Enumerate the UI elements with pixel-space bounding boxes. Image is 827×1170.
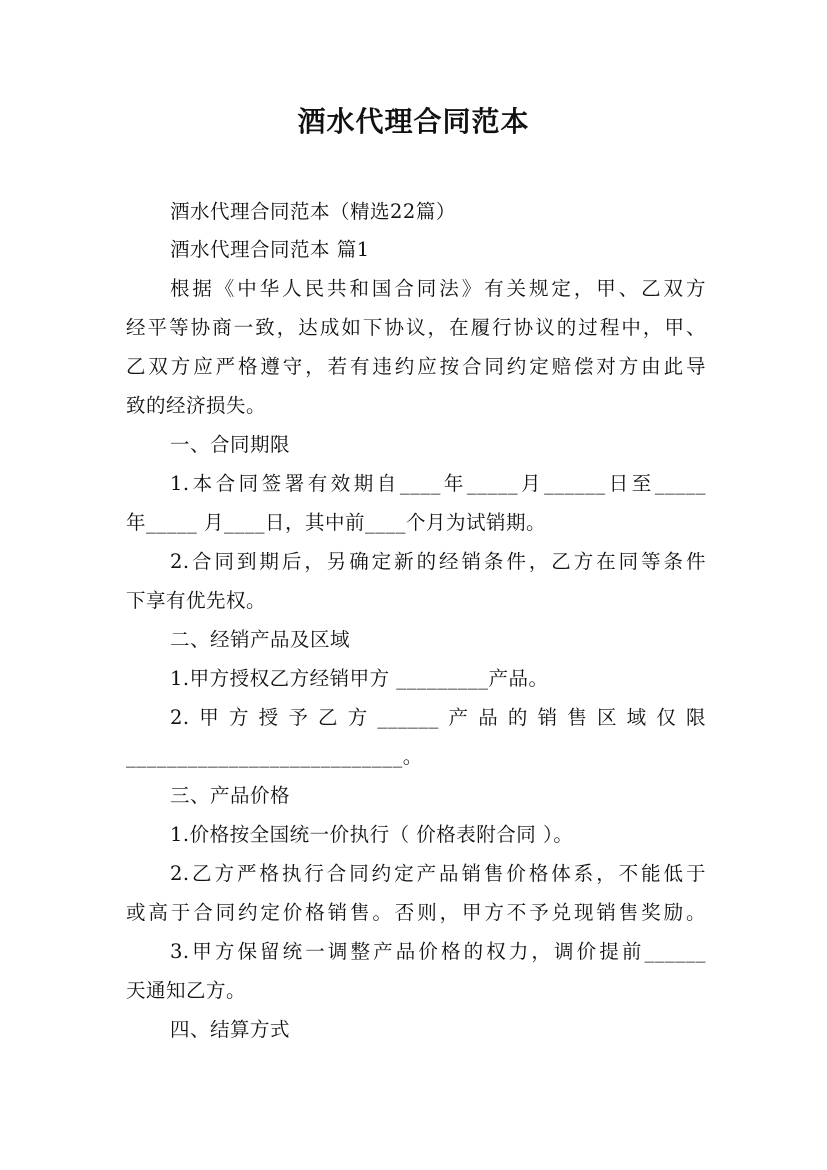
paragraph-line: 2.甲方授予乙方______产品的销售区域仅限 bbox=[170, 706, 706, 729]
paragraph-line: 乙双方应严格遵守，若有违约应按合同约定赔偿对方由此导 bbox=[126, 355, 706, 378]
paragraph-line: ___________________________。 bbox=[126, 745, 423, 768]
paragraph-line: 或高于合同约定价格销售。否则，甲方不予兑现销售奖励。 bbox=[126, 901, 706, 924]
paragraph-line: 1.本合同签署有效期自____年_____月______日至_____ bbox=[170, 472, 706, 495]
clause-heading: 三、产品价格 bbox=[170, 784, 291, 807]
paragraph-line: 2.合同到期后，另确定新的经销条件，乙方在同等条件 bbox=[170, 550, 706, 573]
paragraph-line: 经平等协商一致，达成如下协议，在履行协议的过程中，甲、 bbox=[126, 316, 706, 339]
subtitle-line: 酒水代理合同范本（精选22篇） bbox=[170, 200, 456, 223]
paragraph-line: 2.乙方严格执行合同约定产品销售价格体系，不能低于 bbox=[170, 862, 706, 885]
paragraph-line: 3.甲方保留统一调整产品价格的权力，调价提前______ bbox=[170, 940, 706, 963]
paragraph-line: 致的经济损失。 bbox=[126, 394, 267, 417]
paragraph-line: 下享有优先权。 bbox=[126, 589, 267, 612]
clause-heading: 一、合同期限 bbox=[170, 433, 291, 456]
section-heading: 酒水代理合同范本 篇1 bbox=[170, 238, 370, 261]
paragraph-line: 1.甲方授权乙方经销甲方 _________产品。 bbox=[170, 667, 549, 690]
paragraph-line: 根据《中华人民共和国合同法》有关规定，甲、乙双方 bbox=[170, 277, 706, 300]
paragraph-line: 1.价格按全国统一价执行（ 价格表附合同 ）。 bbox=[170, 823, 574, 846]
document-title: 酒水代理合同范本 bbox=[297, 105, 530, 138]
paragraph-line: 年_____ 月____日，其中前____个月为试销期。 bbox=[126, 511, 546, 534]
paragraph-line: 天通知乙方。 bbox=[126, 979, 247, 1002]
clause-heading: 四、结算方式 bbox=[170, 1018, 291, 1041]
clause-heading: 二、经销产品及区域 bbox=[170, 628, 351, 651]
